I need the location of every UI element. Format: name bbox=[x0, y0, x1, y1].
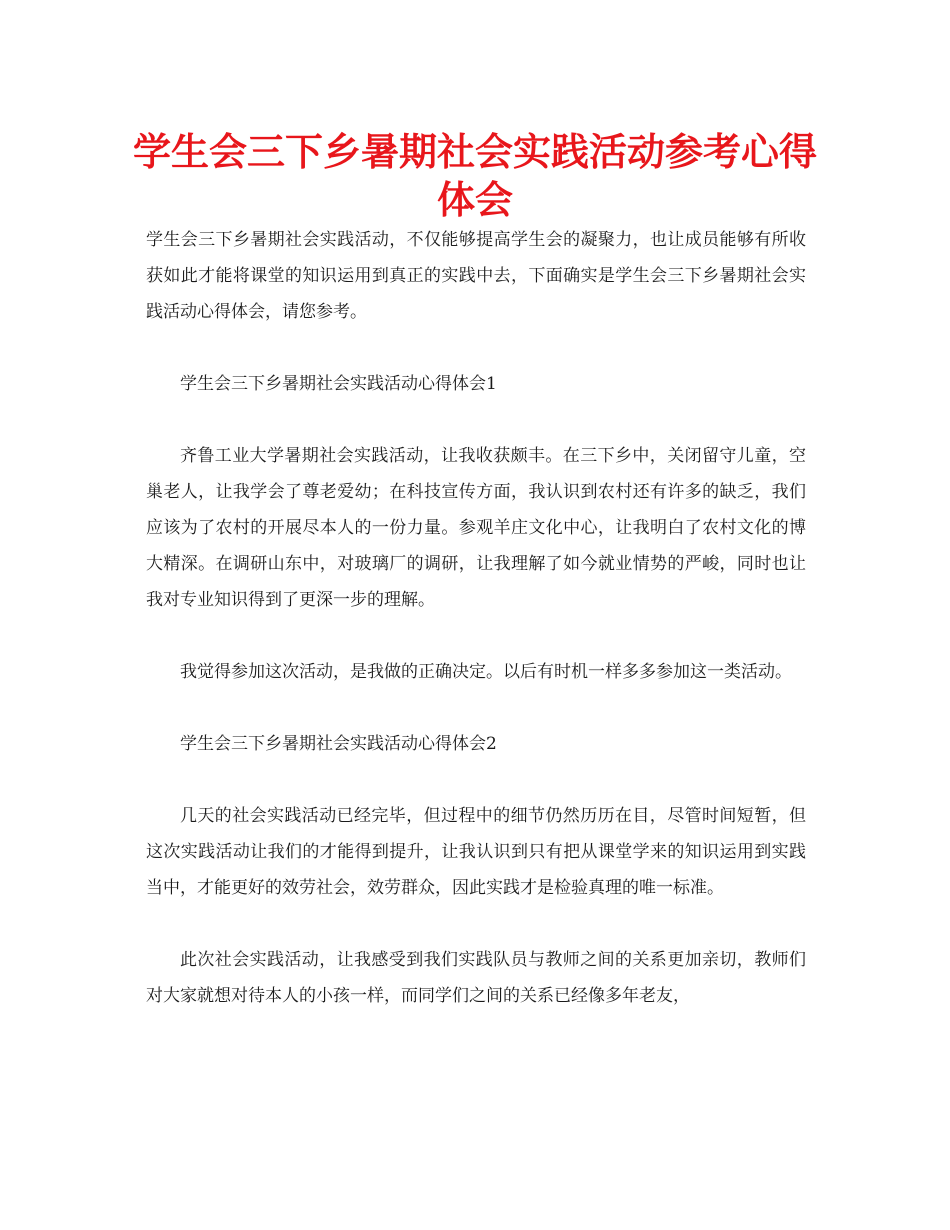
body-paragraph: 我觉得参加这次活动，是我做的正确决定。以后有时机一样多多参加这一类活动。 bbox=[180, 662, 792, 682]
section-heading-2: 学生会三下乡暑期社会实践活动心得体会2 bbox=[180, 734, 497, 754]
document-title: 学生会三下乡暑期社会实践活动参考心得体会 bbox=[132, 130, 817, 222]
section-heading-1: 学生会三下乡暑期社会实践活动心得体会1 bbox=[180, 374, 497, 394]
document-body bbox=[146, 222, 806, 1014]
intro-paragraph: 学生会三下乡暑期社会实践活动，不仅能够提高学生会的凝聚力，也让成员能够有所收获如此才能将课堂的知识运用到真正的实践中去，下面确实是学生会三下乡暑期社会实践活动心得体会，请您参考。 bbox=[146, 230, 806, 322]
body-paragraph: 几天的社会实践活动已经完毕，但过程中的细节仍然历历在目，尽管时间短暂，但这次实践活动让我们的才能得到提升，让我认识到只有把从课堂学来的知识运用到实践当中，才能更好的效劳社会，效劳群众，因此实践才是检验真理的唯一标准。 bbox=[146, 806, 806, 898]
body-paragraph: 齐鲁工业大学暑期社会实践活动，让我收获颇丰。在三下乡中，关闭留守儿童，空巢老人，让我学会了尊老爱幼；在科技宣传方面，我认识到农村还有许多的缺乏，我们应该为了农村的开展尽本人的一份力量。参观羊庄文化中心，让我明白了农村文化的博大精深。在调研山东中，对玻璃厂的调研，让我理解了如今就业情势的严峻，同时也让我对专业知识得到了更深一步的理解。 bbox=[146, 446, 806, 610]
body-paragraph: 此次社会实践活动，让我感受到我们实践队员与教师之间的关系更加亲切，教师们对大家就想对待本人的小孩一样，而同学们之间的关系已经像多年老友， bbox=[146, 950, 806, 1006]
